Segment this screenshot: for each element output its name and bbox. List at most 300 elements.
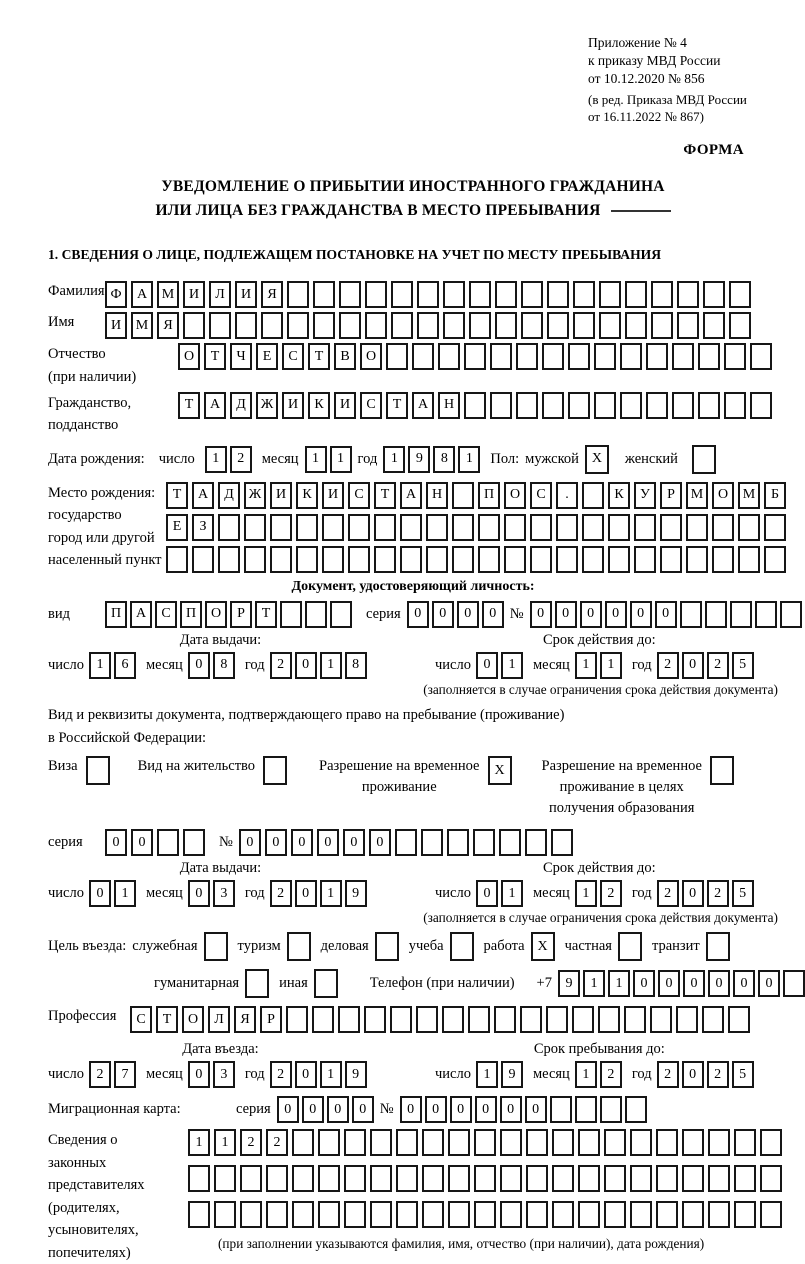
- char-cell[interactable]: [582, 546, 604, 573]
- char-cell[interactable]: [305, 601, 327, 628]
- char-cell[interactable]: А: [204, 392, 226, 419]
- char-cell[interactable]: М: [157, 281, 179, 308]
- char-cell[interactable]: [703, 312, 725, 339]
- purpose-work-checkbox[interactable]: X: [531, 932, 555, 961]
- char-cell[interactable]: [417, 312, 439, 339]
- char-cell[interactable]: [651, 312, 673, 339]
- char-cell[interactable]: [422, 1129, 444, 1156]
- char-cell[interactable]: [677, 312, 699, 339]
- char-cell[interactable]: [738, 546, 760, 573]
- char-cell[interactable]: У: [634, 482, 656, 509]
- char-cell[interactable]: Д: [230, 392, 252, 419]
- char-cell[interactable]: [651, 281, 673, 308]
- char-cell[interactable]: [604, 1201, 626, 1228]
- char-cell[interactable]: [364, 1006, 386, 1033]
- char-cell[interactable]: 8: [345, 652, 367, 679]
- char-cell[interactable]: [760, 1201, 782, 1228]
- char-cell[interactable]: Е: [166, 514, 188, 541]
- char-cell[interactable]: [391, 281, 413, 308]
- char-cell[interactable]: 1: [383, 446, 405, 473]
- char-cell[interactable]: [292, 1201, 314, 1228]
- char-cell[interactable]: 1: [476, 1061, 498, 1088]
- char-cell[interactable]: [292, 1165, 314, 1192]
- char-cell[interactable]: Ф: [105, 281, 127, 308]
- char-cell[interactable]: [620, 392, 642, 419]
- char-cell[interactable]: [676, 1006, 698, 1033]
- char-cell[interactable]: [322, 514, 344, 541]
- char-cell[interactable]: [734, 1129, 756, 1156]
- char-cell[interactable]: [490, 343, 512, 370]
- sex-female-checkbox[interactable]: [692, 445, 716, 474]
- char-cell[interactable]: [598, 1006, 620, 1033]
- char-cell[interactable]: 5: [732, 652, 754, 679]
- char-cell[interactable]: 0: [317, 829, 339, 856]
- char-cell[interactable]: 2: [266, 1129, 288, 1156]
- char-cell[interactable]: [516, 392, 538, 419]
- char-cell[interactable]: [214, 1165, 236, 1192]
- char-cell[interactable]: 9: [558, 970, 580, 997]
- char-cell[interactable]: 8: [433, 446, 455, 473]
- char-cell[interactable]: [218, 546, 240, 573]
- char-cell[interactable]: 0: [343, 829, 365, 856]
- char-cell[interactable]: 0: [131, 829, 153, 856]
- char-cell[interactable]: 2: [657, 1061, 679, 1088]
- char-cell[interactable]: [500, 1165, 522, 1192]
- char-cell[interactable]: Н: [426, 482, 448, 509]
- char-cell[interactable]: [594, 392, 616, 419]
- char-cell[interactable]: Р: [660, 482, 682, 509]
- char-cell[interactable]: 0: [630, 601, 652, 628]
- char-cell[interactable]: 1: [575, 880, 597, 907]
- char-cell[interactable]: 2: [270, 880, 292, 907]
- char-cell[interactable]: Ж: [256, 392, 278, 419]
- char-cell[interactable]: 1: [501, 880, 523, 907]
- char-cell[interactable]: [370, 1129, 392, 1156]
- char-cell[interactable]: [318, 1129, 340, 1156]
- char-cell[interactable]: [624, 1006, 646, 1033]
- char-cell[interactable]: [468, 1006, 490, 1033]
- char-cell[interactable]: [448, 1165, 470, 1192]
- char-cell[interactable]: 0: [291, 829, 313, 856]
- char-cell[interactable]: С: [348, 482, 370, 509]
- char-cell[interactable]: [526, 1165, 548, 1192]
- char-cell[interactable]: [499, 829, 521, 856]
- char-cell[interactable]: [490, 392, 512, 419]
- char-cell[interactable]: А: [192, 482, 214, 509]
- char-cell[interactable]: [625, 1096, 647, 1123]
- char-cell[interactable]: [322, 546, 344, 573]
- char-cell[interactable]: [698, 392, 720, 419]
- char-cell[interactable]: [400, 514, 422, 541]
- char-cell[interactable]: Т: [178, 392, 200, 419]
- char-cell[interactable]: [447, 829, 469, 856]
- char-cell[interactable]: [552, 1165, 574, 1192]
- char-cell[interactable]: [750, 392, 772, 419]
- char-cell[interactable]: [780, 601, 802, 628]
- char-cell[interactable]: [312, 1006, 334, 1033]
- char-cell[interactable]: Л: [209, 281, 231, 308]
- char-cell[interactable]: 1: [501, 652, 523, 679]
- char-cell[interactable]: [473, 829, 495, 856]
- char-cell[interactable]: Ж: [244, 482, 266, 509]
- char-cell[interactable]: К: [296, 482, 318, 509]
- purpose-humanitarian-checkbox[interactable]: [245, 969, 269, 998]
- char-cell[interactable]: [370, 1201, 392, 1228]
- char-cell[interactable]: 7: [114, 1061, 136, 1088]
- char-cell[interactable]: [600, 1096, 622, 1123]
- char-cell[interactable]: 0: [188, 880, 210, 907]
- char-cell[interactable]: [495, 281, 517, 308]
- char-cell[interactable]: 1: [89, 652, 111, 679]
- char-cell[interactable]: 1: [305, 446, 327, 473]
- char-cell[interactable]: [521, 312, 543, 339]
- char-cell[interactable]: Т: [308, 343, 330, 370]
- char-cell[interactable]: [296, 546, 318, 573]
- sex-male-checkbox[interactable]: X: [585, 445, 609, 474]
- char-cell[interactable]: [708, 1201, 730, 1228]
- char-cell[interactable]: [188, 1165, 210, 1192]
- char-cell[interactable]: 3: [213, 880, 235, 907]
- char-cell[interactable]: [338, 1006, 360, 1033]
- char-cell[interactable]: [292, 1129, 314, 1156]
- char-cell[interactable]: [656, 1129, 678, 1156]
- char-cell[interactable]: [526, 1201, 548, 1228]
- char-cell[interactable]: [705, 601, 727, 628]
- char-cell[interactable]: [474, 1165, 496, 1192]
- char-cell[interactable]: [686, 514, 708, 541]
- char-cell[interactable]: 1: [114, 880, 136, 907]
- char-cell[interactable]: С: [155, 601, 177, 628]
- char-cell[interactable]: [386, 343, 408, 370]
- temp-residence-checkbox[interactable]: X: [488, 756, 512, 785]
- char-cell[interactable]: 0: [450, 1096, 472, 1123]
- char-cell[interactable]: [734, 1165, 756, 1192]
- char-cell[interactable]: [582, 514, 604, 541]
- purpose-transit-checkbox[interactable]: [706, 932, 730, 961]
- char-cell[interactable]: Д: [218, 482, 240, 509]
- char-cell[interactable]: 0: [708, 970, 730, 997]
- char-cell[interactable]: 0: [352, 1096, 374, 1123]
- char-cell[interactable]: [157, 829, 179, 856]
- char-cell[interactable]: [417, 281, 439, 308]
- char-cell[interactable]: 0: [105, 829, 127, 856]
- char-cell[interactable]: 1: [600, 652, 622, 679]
- char-cell[interactable]: [166, 546, 188, 573]
- char-cell[interactable]: [240, 1165, 262, 1192]
- char-cell[interactable]: [469, 312, 491, 339]
- char-cell[interactable]: И: [322, 482, 344, 509]
- char-cell[interactable]: 0: [277, 1096, 299, 1123]
- char-cell[interactable]: [764, 546, 786, 573]
- char-cell[interactable]: [738, 514, 760, 541]
- char-cell[interactable]: [374, 514, 396, 541]
- purpose-other-checkbox[interactable]: [314, 969, 338, 998]
- char-cell[interactable]: [530, 546, 552, 573]
- char-cell[interactable]: 0: [655, 601, 677, 628]
- char-cell[interactable]: 0: [295, 652, 317, 679]
- char-cell[interactable]: [750, 343, 772, 370]
- char-cell[interactable]: 0: [432, 601, 454, 628]
- char-cell[interactable]: [672, 392, 694, 419]
- char-cell[interactable]: 0: [682, 652, 704, 679]
- char-cell[interactable]: [604, 1129, 626, 1156]
- char-cell[interactable]: [422, 1165, 444, 1192]
- char-cell[interactable]: [680, 601, 702, 628]
- char-cell[interactable]: Т: [204, 343, 226, 370]
- char-cell[interactable]: Т: [374, 482, 396, 509]
- char-cell[interactable]: 0: [580, 601, 602, 628]
- char-cell[interactable]: 1: [188, 1129, 210, 1156]
- char-cell[interactable]: [730, 601, 752, 628]
- char-cell[interactable]: [218, 514, 240, 541]
- char-cell[interactable]: [400, 546, 422, 573]
- char-cell[interactable]: [287, 312, 309, 339]
- char-cell[interactable]: 1: [330, 446, 352, 473]
- char-cell[interactable]: [568, 343, 590, 370]
- char-cell[interactable]: М: [686, 482, 708, 509]
- char-cell[interactable]: [474, 1201, 496, 1228]
- char-cell[interactable]: 1: [575, 652, 597, 679]
- char-cell[interactable]: 0: [369, 829, 391, 856]
- char-cell[interactable]: Я: [261, 281, 283, 308]
- char-cell[interactable]: 0: [500, 1096, 522, 1123]
- char-cell[interactable]: [724, 392, 746, 419]
- char-cell[interactable]: [469, 281, 491, 308]
- char-cell[interactable]: [604, 1165, 626, 1192]
- char-cell[interactable]: А: [412, 392, 434, 419]
- char-cell[interactable]: Т: [255, 601, 277, 628]
- char-cell[interactable]: [703, 281, 725, 308]
- char-cell[interactable]: [244, 514, 266, 541]
- char-cell[interactable]: [395, 829, 417, 856]
- char-cell[interactable]: [760, 1129, 782, 1156]
- char-cell[interactable]: 0: [555, 601, 577, 628]
- char-cell[interactable]: [630, 1165, 652, 1192]
- char-cell[interactable]: [286, 1006, 308, 1033]
- char-cell[interactable]: 9: [345, 1061, 367, 1088]
- char-cell[interactable]: [370, 1165, 392, 1192]
- char-cell[interactable]: [474, 1129, 496, 1156]
- char-cell[interactable]: [724, 343, 746, 370]
- char-cell[interactable]: И: [334, 392, 356, 419]
- char-cell[interactable]: 0: [476, 652, 498, 679]
- char-cell[interactable]: [339, 281, 361, 308]
- char-cell[interactable]: О: [712, 482, 734, 509]
- char-cell[interactable]: [313, 281, 335, 308]
- char-cell[interactable]: 0: [188, 1061, 210, 1088]
- char-cell[interactable]: 0: [525, 1096, 547, 1123]
- char-cell[interactable]: [452, 514, 474, 541]
- char-cell[interactable]: [261, 312, 283, 339]
- char-cell[interactable]: [546, 1006, 568, 1033]
- char-cell[interactable]: [443, 312, 465, 339]
- char-cell[interactable]: [452, 482, 474, 509]
- char-cell[interactable]: [634, 514, 656, 541]
- char-cell[interactable]: Ч: [230, 343, 252, 370]
- char-cell[interactable]: [348, 546, 370, 573]
- char-cell[interactable]: 0: [605, 601, 627, 628]
- char-cell[interactable]: 0: [188, 652, 210, 679]
- char-cell[interactable]: [582, 482, 604, 509]
- char-cell[interactable]: [630, 1201, 652, 1228]
- char-cell[interactable]: [521, 281, 543, 308]
- char-cell[interactable]: [270, 546, 292, 573]
- char-cell[interactable]: [556, 546, 578, 573]
- char-cell[interactable]: [374, 546, 396, 573]
- char-cell[interactable]: [421, 829, 443, 856]
- char-cell[interactable]: [448, 1129, 470, 1156]
- char-cell[interactable]: 0: [682, 1061, 704, 1088]
- char-cell[interactable]: И: [183, 281, 205, 308]
- char-cell[interactable]: [728, 1006, 750, 1033]
- char-cell[interactable]: [422, 1201, 444, 1228]
- char-cell[interactable]: [764, 514, 786, 541]
- char-cell[interactable]: Е: [256, 343, 278, 370]
- char-cell[interactable]: 2: [657, 880, 679, 907]
- char-cell[interactable]: [344, 1165, 366, 1192]
- char-cell[interactable]: [192, 546, 214, 573]
- char-cell[interactable]: 0: [327, 1096, 349, 1123]
- char-cell[interactable]: [448, 1201, 470, 1228]
- char-cell[interactable]: М: [131, 312, 153, 339]
- char-cell[interactable]: 1: [320, 1061, 342, 1088]
- char-cell[interactable]: [578, 1201, 600, 1228]
- char-cell[interactable]: Т: [156, 1006, 178, 1033]
- char-cell[interactable]: И: [235, 281, 257, 308]
- char-cell[interactable]: [650, 1006, 672, 1033]
- char-cell[interactable]: 0: [733, 970, 755, 997]
- char-cell[interactable]: [729, 312, 751, 339]
- char-cell[interactable]: К: [308, 392, 330, 419]
- char-cell[interactable]: С: [360, 392, 382, 419]
- char-cell[interactable]: [646, 343, 668, 370]
- char-cell[interactable]: 0: [89, 880, 111, 907]
- char-cell[interactable]: [339, 312, 361, 339]
- char-cell[interactable]: [504, 546, 526, 573]
- char-cell[interactable]: 2: [270, 1061, 292, 1088]
- char-cell[interactable]: П: [478, 482, 500, 509]
- char-cell[interactable]: [391, 312, 413, 339]
- char-cell[interactable]: Т: [386, 392, 408, 419]
- char-cell[interactable]: .: [556, 482, 578, 509]
- char-cell[interactable]: Я: [157, 312, 179, 339]
- char-cell[interactable]: [183, 829, 205, 856]
- char-cell[interactable]: О: [205, 601, 227, 628]
- residence-permit-checkbox[interactable]: [263, 756, 287, 785]
- char-cell[interactable]: [608, 514, 630, 541]
- purpose-business-checkbox[interactable]: [375, 932, 399, 961]
- char-cell[interactable]: [365, 312, 387, 339]
- char-cell[interactable]: [551, 829, 573, 856]
- char-cell[interactable]: 0: [425, 1096, 447, 1123]
- char-cell[interactable]: [547, 312, 569, 339]
- char-cell[interactable]: [660, 546, 682, 573]
- char-cell[interactable]: И: [270, 482, 292, 509]
- char-cell[interactable]: [365, 281, 387, 308]
- char-cell[interactable]: [646, 392, 668, 419]
- char-cell[interactable]: [396, 1129, 418, 1156]
- char-cell[interactable]: Я: [234, 1006, 256, 1033]
- char-cell[interactable]: [755, 601, 777, 628]
- char-cell[interactable]: [344, 1201, 366, 1228]
- char-cell[interactable]: [500, 1129, 522, 1156]
- char-cell[interactable]: [214, 1201, 236, 1228]
- char-cell[interactable]: [708, 1165, 730, 1192]
- char-cell[interactable]: Р: [230, 601, 252, 628]
- char-cell[interactable]: 2: [600, 880, 622, 907]
- char-cell[interactable]: [426, 514, 448, 541]
- char-cell[interactable]: З: [192, 514, 214, 541]
- char-cell[interactable]: [552, 1201, 574, 1228]
- char-cell[interactable]: [504, 514, 526, 541]
- char-cell[interactable]: 0: [457, 601, 479, 628]
- char-cell[interactable]: [344, 1129, 366, 1156]
- char-cell[interactable]: [599, 281, 621, 308]
- char-cell[interactable]: [318, 1201, 340, 1228]
- char-cell[interactable]: 2: [230, 446, 252, 473]
- char-cell[interactable]: [625, 281, 647, 308]
- char-cell[interactable]: 8: [213, 652, 235, 679]
- char-cell[interactable]: [520, 1006, 542, 1033]
- char-cell[interactable]: 0: [476, 880, 498, 907]
- char-cell[interactable]: [568, 392, 590, 419]
- char-cell[interactable]: 1: [214, 1129, 236, 1156]
- char-cell[interactable]: [495, 312, 517, 339]
- char-cell[interactable]: [478, 514, 500, 541]
- char-cell[interactable]: [656, 1165, 678, 1192]
- char-cell[interactable]: [578, 1165, 600, 1192]
- char-cell[interactable]: [416, 1006, 438, 1033]
- char-cell[interactable]: 2: [707, 880, 729, 907]
- char-cell[interactable]: [708, 1129, 730, 1156]
- char-cell[interactable]: [783, 970, 805, 997]
- char-cell[interactable]: П: [180, 601, 202, 628]
- char-cell[interactable]: 9: [408, 446, 430, 473]
- char-cell[interactable]: [550, 1096, 572, 1123]
- char-cell[interactable]: А: [131, 281, 153, 308]
- char-cell[interactable]: [348, 514, 370, 541]
- char-cell[interactable]: Н: [438, 392, 460, 419]
- char-cell[interactable]: [542, 343, 564, 370]
- purpose-private-checkbox[interactable]: [618, 932, 642, 961]
- char-cell[interactable]: [682, 1129, 704, 1156]
- char-cell[interactable]: [500, 1201, 522, 1228]
- char-cell[interactable]: А: [400, 482, 422, 509]
- char-cell[interactable]: [396, 1165, 418, 1192]
- char-cell[interactable]: 0: [633, 970, 655, 997]
- char-cell[interactable]: М: [738, 482, 760, 509]
- char-cell[interactable]: 0: [295, 1061, 317, 1088]
- char-cell[interactable]: [682, 1165, 704, 1192]
- purpose-tourism-checkbox[interactable]: [287, 932, 311, 961]
- char-cell[interactable]: 2: [707, 652, 729, 679]
- char-cell[interactable]: [572, 1006, 594, 1033]
- char-cell[interactable]: О: [182, 1006, 204, 1033]
- char-cell[interactable]: Б: [764, 482, 786, 509]
- char-cell[interactable]: [608, 546, 630, 573]
- char-cell[interactable]: [686, 546, 708, 573]
- char-cell[interactable]: Т: [166, 482, 188, 509]
- char-cell[interactable]: [660, 514, 682, 541]
- char-cell[interactable]: [426, 546, 448, 573]
- char-cell[interactable]: 2: [657, 652, 679, 679]
- char-cell[interactable]: [672, 343, 694, 370]
- char-cell[interactable]: [547, 281, 569, 308]
- char-cell[interactable]: 0: [682, 880, 704, 907]
- char-cell[interactable]: [516, 343, 538, 370]
- char-cell[interactable]: [530, 514, 552, 541]
- char-cell[interactable]: [464, 343, 486, 370]
